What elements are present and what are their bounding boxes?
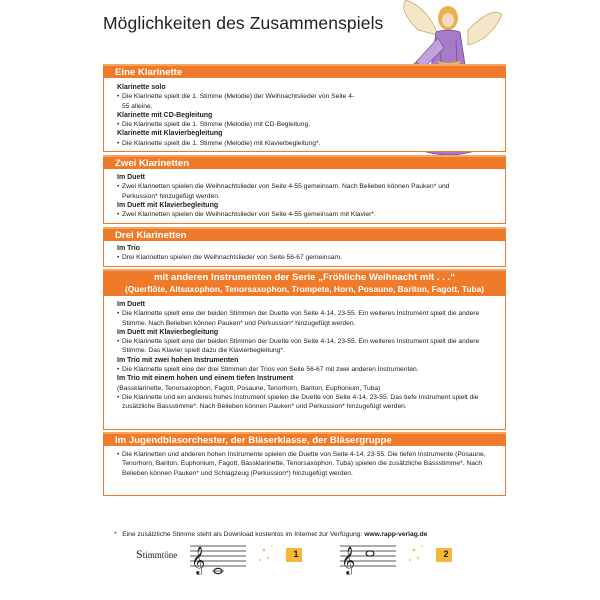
- tuning-staff-1: [188, 538, 308, 580]
- footnote-text: Eine zusätzliche Stimme steht als Download kostenlos im Internet zur Verfügung:: [122, 531, 363, 538]
- footnote-star: *: [114, 531, 117, 538]
- section-heading-text: mit anderen Instrumenten der Serie „Fröhliche Weihnacht mit . . .“: [153, 272, 456, 283]
- group-bullet: • Zwei Klarinetten spielen die Weihnachtslieder von Seite 4-55 gemeinsam mit Klavier*.: [117, 210, 497, 219]
- group-title: Klarinette solo: [117, 84, 166, 91]
- group-title: Im Duett mit Klavierbegleitung: [117, 328, 219, 336]
- treble-clef-icon: 𝄞: [191, 547, 206, 574]
- section-body-jugendblasorchester: [117, 450, 497, 478]
- group-title: Klarinette mit CD-Begleitung: [117, 111, 213, 119]
- section-heading-subtext: (Querflöte, Altsaxophon, Tenorsaxophon, Trompete, Horn, Posaune, Bariton, Fagott, Tuba): [124, 283, 485, 294]
- group-title: Im Duett: [117, 174, 145, 181]
- tuning-staff-2: [338, 538, 458, 580]
- group-bullet: • Die Klarinette spielt die 1. Stimme (Melodie) der Weihnachtslieder von Seite 4-55 alleine.: [117, 92, 357, 111]
- group-bullet: • Die Klarinette und ein anderes hohes Instrument spielen die Duette von Seite 4-14, 23-55. Das tiefe Instrument spielt die zusätzliche Bassstimme*. Nach Belieben können Pauken* und Perkussion* hinzugefügt werden.: [117, 393, 497, 412]
- section-body-andere-instrumente: [117, 300, 497, 412]
- section-heading-text: Zwei Klarinetten: [115, 158, 190, 169]
- sparkle-icon: [409, 545, 423, 561]
- footnote: [114, 531, 428, 538]
- group-title: Im Trio mit einem hohen und einem tiefen Instrument: [117, 375, 294, 383]
- treble-clef-icon: 𝄞: [341, 547, 356, 574]
- tuning-badge-2: 2: [443, 549, 449, 559]
- section-heading-text: Drei Klarinetten: [115, 230, 187, 241]
- group-title: Im Duett mit Klavierbegleitung: [117, 201, 219, 209]
- page-title: Möglichkeiten des Zusammenspiels: [103, 13, 384, 33]
- group-title: Im Trio mit zwei hohen Instrumenten: [117, 356, 239, 364]
- group-bullet: • Die Klarinette spielt die 1. Stimme (Melodie) mit CD-Begleitung.: [117, 120, 497, 129]
- section-heading-drei-klarinetten: [103, 227, 506, 241]
- group-title: Im Trio: [117, 245, 140, 252]
- group-bullet: • Zwei Klarinetten spielen die Weihnachtslieder von Seite 4-55 gemeinsam. Nach Belieben können Pauken* und Perkussion* hinzugefügt werden.: [117, 182, 452, 201]
- group-bullet: • Die Klarinette spielt die 1. Stimme (Melodie) mit Klavierbegleitung*.: [117, 139, 497, 148]
- group-bullet: • Die Klarinette spielt eine der beiden Stimmen der Duette von Seite 4-14, 23-55. Ein weiteres Instrument spielt die andere Stimme. Das Klavier spielt dazu die Klavierbegleitung*.: [117, 337, 497, 356]
- group-bullet: • Die Klarinette spielt eine der beiden Stimmen der Duette von Seite 4-14, 23-55. Ein weiteres Instrument spielt die andere Stimme. Nach Belieben können Pauken* und Perkussion* hinzugefügt werden.: [117, 309, 497, 328]
- section-heading-zwei-klarinetten: [103, 155, 506, 169]
- group-bullet: • Drei Klarinetten spielen die Weihnachtslieder von Seite 56-67 gemeinsam.: [117, 253, 497, 262]
- section-body-eine-klarinette: [117, 83, 497, 148]
- section-heading-jugendblasorchester: [103, 432, 506, 446]
- tuning-label-rest: timmtöne: [142, 550, 178, 560]
- group-subtitle: (Bassklarinette, Tenorsaxophon, Fagott, Posaune, Tenorhorn, Bariton, Euphonium, Tuba): [117, 384, 381, 392]
- section-body-zwei-klarinetten: [117, 173, 497, 219]
- section-heading-text: Im Jugendblasorchester, der Bläserklasse, der Bläsergruppe: [115, 435, 392, 446]
- tuning-label: [136, 547, 177, 562]
- group-bullet: • Die Klarinette spielt eine der drei Stimmen der Trios von Seite 56-67 mit zwei anderen Instrumenten.: [117, 365, 497, 374]
- section-body-drei-klarinetten: [117, 244, 497, 263]
- group-title: Klarinette mit Klavierbegleitung: [117, 130, 223, 138]
- section-heading-eine-klarinette: [103, 64, 506, 78]
- section-heading-andere-instrumente: [103, 269, 506, 296]
- section-heading-text: Eine Klarinette: [115, 67, 183, 78]
- tuning-badge-1: 1: [293, 549, 299, 559]
- tuning-label-initial: S: [136, 547, 143, 561]
- group-title: Im Duett: [117, 301, 145, 308]
- footnote-url[interactable]: www.rapp-verlag.de: [364, 531, 428, 538]
- group-bullet: • Die Klarinetten und anderen hohen Instrumente spielen die Duette von Seite 4-14, 23-55. Die tiefen Instrumente (Posaune, Tenorhorn, Bariton, Euphonium, Fagott, Bassklarinette, Tenorsaxophon, Tuba) spielen die zusätzliche Bassstimme*. Nach Belieben können Pauken* und Schlagzeug (Perkussion*) hinzugefügt werden.: [117, 450, 497, 478]
- sparkle-icon: [259, 545, 273, 561]
